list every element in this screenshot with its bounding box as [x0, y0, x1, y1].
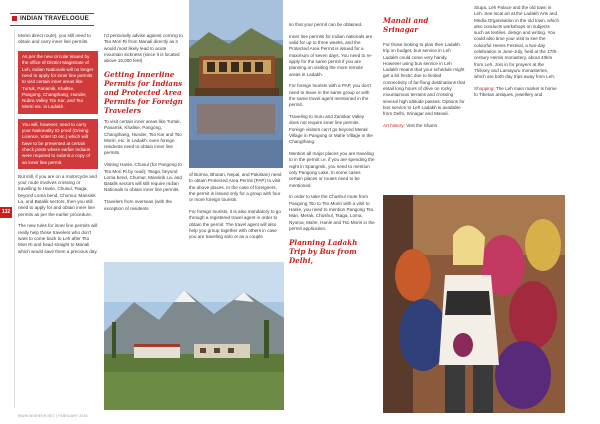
paragraph: Traveling to Suru and Zanskar Valley does not require inner line permits. Foreign visitors can't go beyond Merak Village in Pangong or Mahe Village in the Changthang. — [289, 114, 373, 145]
paragraph: Visiting Hanle, Chusul (for Pangong to Tso Mori Ri by road), Tsaga, beyond Loma bend, Chumur, Mansirik La, and Batalik sectors will still require Indian Nationals to obtain inner line permits. — [104, 162, 182, 193]
inline-label: Art history: — [383, 123, 405, 129]
subheading: Planning Ladakh Trip by Bus from Delhi, — [289, 237, 358, 265]
page-number: 132 — [0, 207, 12, 218]
subheading: Getting Innerline Permits for Indians and Protected Area Permits for Foreign Travelers — [104, 69, 183, 115]
header-marker — [12, 16, 17, 21]
houseboat-image — [189, 0, 283, 168]
paragraph — [474, 86, 560, 99]
landscape-photo — [104, 262, 284, 410]
market-photo — [383, 195, 565, 413]
paragraph: For foreign tourists with a PAP, you don't need to leave in the same group or with the same travel agent mentioned in the permit. — [289, 83, 372, 108]
column-6 — [474, 5, 560, 195]
paragraph: Stupa, Leh Palace and the old town in Leh. See local art at the Ladakh Arts and Media Organisation in the old town, which also conducts workshops on subjects such as textiles, design and writing. You could also time your visit to see the colourful Hemis Festival, a two-day celebration in June-July, held at the 17th-century Hemis monastery, about 40km from Leh. Join in for prayers at the Thiksey and Lamayuru monasteries, which are both day trips away from Leh. — [474, 5, 560, 80]
inline-text: Visit the Shanti — [406, 123, 437, 129]
houseboat-photo — [189, 0, 283, 168]
footer-credit: WWW.WISHESH.NET | FEBRUARY 2018 — [18, 414, 88, 418]
paragraph: of Burma, Bhutan, Nepal, and Pakistan) need to obtain Protected Area Permit (PAP) to visit the above places. In the case of foreigners, the permit is issued only for a group with four or more foreign tourists. — [189, 172, 282, 203]
landscape-image — [104, 262, 284, 410]
inline-text: The Leh main market is home to Tibetan antiques, jewellery and — [474, 86, 557, 98]
market-image — [383, 195, 565, 413]
column-2 — [104, 33, 184, 258]
header-rule-bottom — [10, 25, 94, 26]
paragraph: For foreign tourists, it is also mandatory to go through a registered travel agent in order to obtain the permit. The travel agent will also help you group together with others in case you are traveling solo or as a couple — [189, 208, 281, 240]
section-title: INDIAN TRAVELOGUE — [20, 15, 89, 22]
header-rule-top — [10, 13, 94, 14]
paragraph: I'd personally advise against coming to Tso Mori Ri from Manali directly as it would most likely lead to acute mountain sickness (since it is located above 15,000 feet) — [104, 33, 183, 64]
column-5 — [383, 16, 465, 192]
column-1 — [18, 33, 98, 411]
column-4 — [289, 22, 375, 410]
paragraph: To visit certain inner areas like Turtuk, Panamik, Khaltse, Pangong, Changthang, Hunder, Tso Kar and Tso Moriri, etc. in Ladakh, even foreign residents need to obtain inner line permits. — [104, 118, 182, 156]
paragraph: Morini direct route), you still need to obtain and carry inner line permits. — [18, 33, 91, 45]
highlight-box — [18, 119, 98, 169]
margin-line — [14, 30, 15, 408]
subheading: Manali and Srinagar — [383, 16, 429, 34]
highlight-box — [18, 51, 98, 114]
paragraph: The new rules for inner line permits will really help those travelers who don't want to come back to Leh after Tso Mori Ri and head straight to Manali which would save them a precious day. — [18, 223, 98, 254]
column-3 — [189, 172, 283, 258]
inline-label: Shopping: — [474, 86, 495, 92]
paragraph: In order to take the Chushul route from Pangong Tso to Tso Moriri with a visit to Hanle, you need to mention Pangong Tso, Man, Merak, Chushul, Tsaga, Loma, Nyoma, Mahe, Hanle and Tso Moriri in the permit application. — [289, 194, 375, 231]
highlight-text: As per the new circular issued by the office of District Magistrate of Leh, Indian Nationals will no longer need to apply for inner line permits to visit certain inner areas like Turtuk, Panamik, Khaltse, Pangong, Changthang, Hunder, Nubra Valley Tso Kar, and Tso Moriri etc. in Ladakh. — [22, 54, 94, 110]
highlight-text: You will, however, need to carry your Nationality ID proof (Driving Licence, Voter ID etc.) which will have to be presented at certain check posts where earlier Indians were required to submit a copy of an inner line permit. — [22, 121, 91, 165]
paragraph: Mention all major places you are traveling to in the permit i.e. if you are spending the night in Spangmik, you need to mention only Pangong Lake. In some cases certain places or routes need to be mentioned. — [289, 151, 375, 188]
paragraph: so that your permit can be obtained. — [289, 22, 363, 27]
paragraph: But still, if you are on a motorcycle and your route involves crossing or travelling to Hanle, Chusul, Tsaga, beyond Loma bend, Chumur, Mansirik La, and Batalik sectors, then you still need to apply for and obtain inner line permits as per the earlier procedure. — [18, 173, 97, 217]
paragraph — [383, 123, 465, 129]
paragraph: For those looking to plan their Ladakh trip on budget, bus service in Leh Ladakh could come very handy. However using bus service in Leh Ladakh means that your schedule might get a bit hectic due to limited connectivity of far-flung destinations that entail long hours of drive on rocky mountainous terrains and crossing several high altitude passes. Options for bus service to Leh Ladakh is available from Delhi, Srinagar and Manali. — [383, 42, 465, 117]
paragraph: Travelers from overseas (with the exception of residents — [104, 199, 172, 211]
paragraph: Inner line permits for Indian nationals are valid for up to three weeks, and the Protected Area Permit is issued for a maximum of seven days. You need to re-apply for the same permit if you are planning on visiting the more remote areas in Ladakh. — [289, 33, 373, 77]
